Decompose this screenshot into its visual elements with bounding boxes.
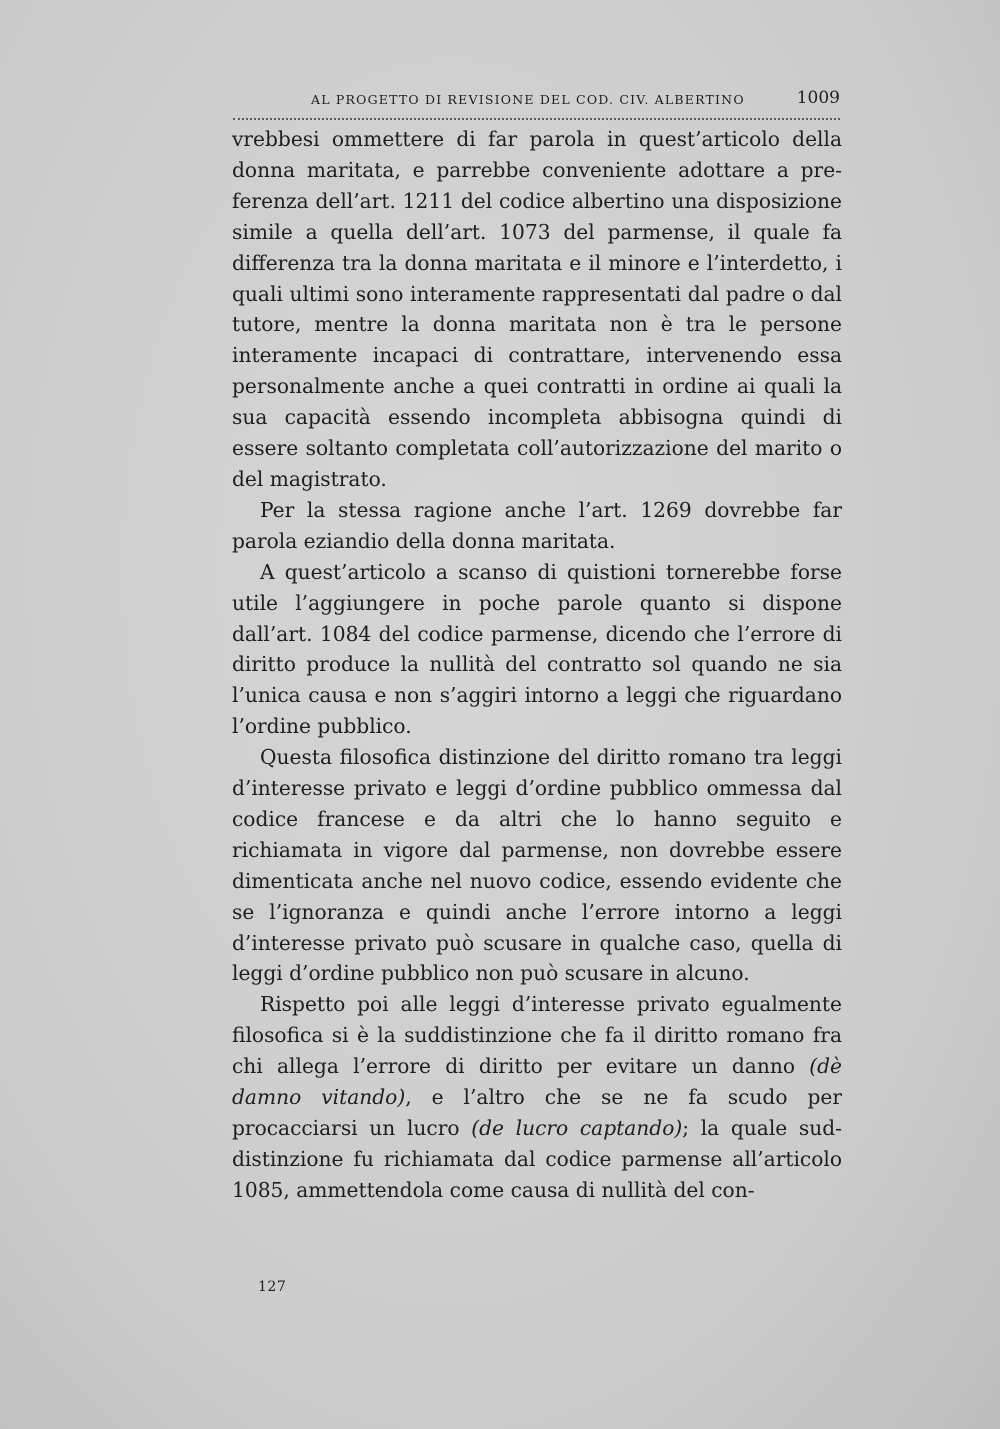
paragraph [232, 124, 842, 495]
running-head [233, 88, 840, 114]
printer-signature-mark: 127 [258, 1279, 287, 1295]
paragraph-text: , e l’altro che se ne fa scudo per procacciarsi un lucro [232, 1085, 842, 1140]
italic-phrase: (dè damno vitando) [232, 1054, 842, 1110]
page-number: 1009 [796, 88, 840, 108]
paragraph [232, 989, 842, 1205]
running-head-title: AL PROGETTO DI REVISIONE DEL COD. CIV. ALBERTINO [311, 92, 745, 107]
paragraph-text: ; la quale suddistinzione fu richiamata dal codice parmense all’articolo 1085, ammettendola come causa di nullità del con- [232, 1116, 842, 1202]
body-text [232, 124, 842, 1206]
paragraph [232, 742, 842, 989]
paragraph-text: Per la stessa ragione anche l’art. 1269 dovrebbe far parola eziandio della donna maritata. [232, 497, 842, 553]
paragraph-text: Rispetto poi alle leggi d’interesse privato egualmente filosofica si è la suddistinzione che fa il diritto romano fra chi allega l’errore di diritto per evitare un danno [232, 992, 842, 1079]
paragraph-text: vrebbesi ommettere di far parola in quest’articolo della donna maritata, e parrebbe conveniente adottare a preferenza dell’art. 1211 del codice albertino una disposizione simile a quella dell’art. 1073 del parmense, il quale fa differenza tra la donna maritata e il minore e l’interdetto, i quali ultimi sono interamente rappresentati dal padre o dal tutore, mentre la donna maritata non è tra le persone interamente incapaci di contrattare, intervenendo essa personalmente anche a quei contratti in ordine ai quali la sua capacità essendo incompleta abbisogna quindi di essere soltanto completata coll’autorizzazione del marito o del magistrato. [232, 127, 842, 491]
italic-phrase: (de lucro captando) [471, 1116, 683, 1140]
paragraph-text: A quest’articolo a scanso di quistioni tornerebbe forse utile l’aggiungere in poche parole quanto si dispone dall’art. 1084 del codice parmense, dicendo che l’errore di diritto produce la nullità del contratto sol quando ne sia l’unica causa e non s’aggiri intorno a leggi che riguardano l’ordine pubblico. [232, 559, 842, 739]
paragraph [232, 557, 842, 742]
paragraph [232, 495, 842, 557]
header-rule [233, 118, 840, 120]
paragraph-text: Questa filosofica distinzione del diritto romano tra leggi d’interesse privato e leggi d’ordine pubblico ommessa dal codice francese e da altri che lo hanno seguito e richiamata in vigore dal parmense, non dovrebbe essere dimenticata anche nel nuovo codice, essendo evidente che se l’ignoranza e quindi anche l’errore intorno a leggi d’interesse privato può scusare in qualche caso, quella di leggi d’ordine pubblico non può scusare in alcuno. [232, 745, 842, 986]
